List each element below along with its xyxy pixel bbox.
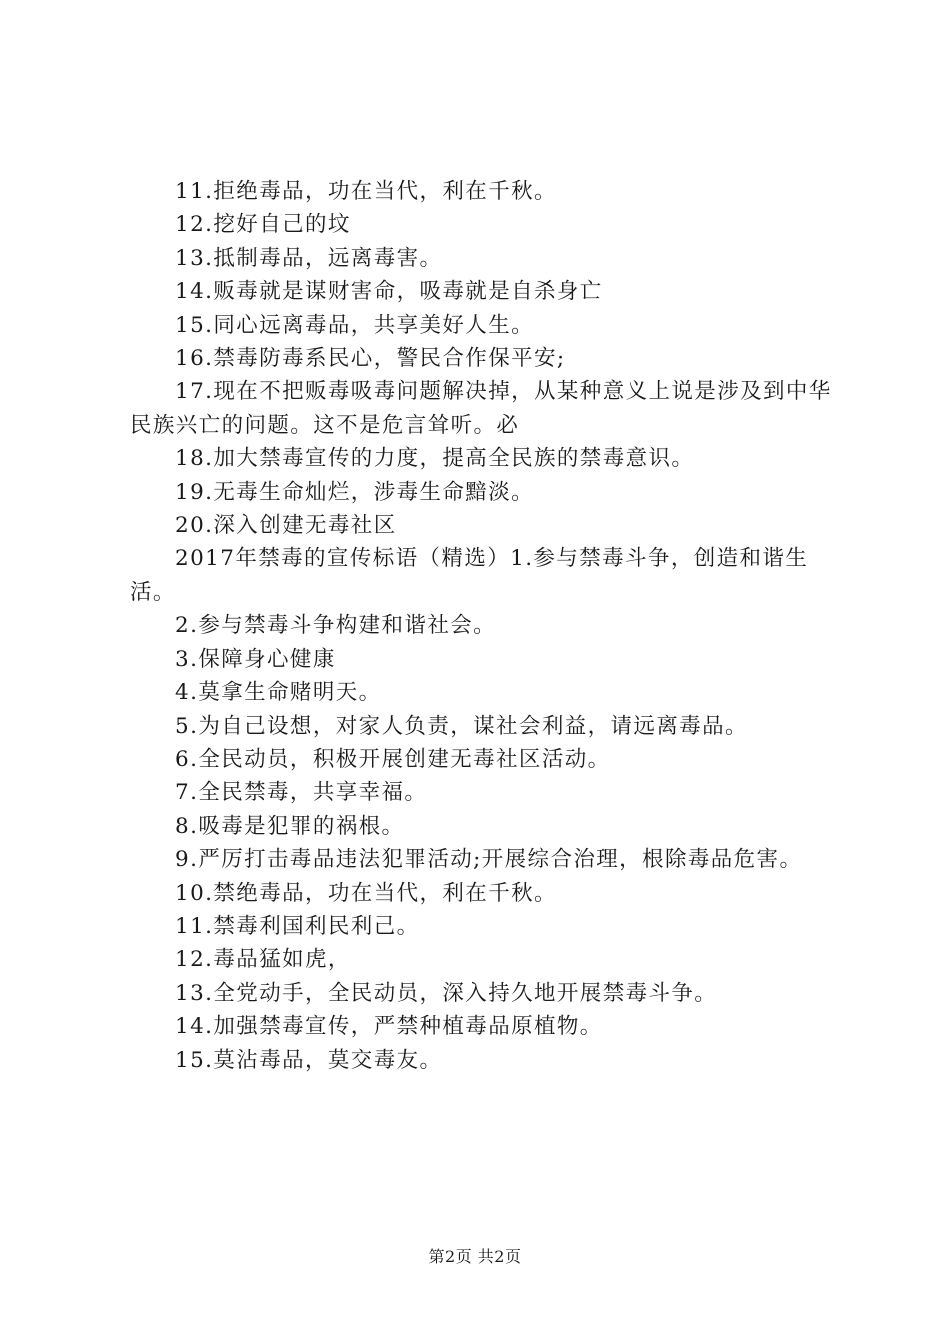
paragraph: 14.加强禁毒宣传，严禁种植毒品原植物。 [175, 1014, 603, 1040]
paragraph: 8.吸毒是犯罪的祸根。 [175, 813, 405, 839]
paragraph: 13.全党动手，全民动员，深入持久地开展禁毒斗争。 [175, 980, 718, 1006]
paragraph: 9.严厉打击毒品违法犯罪活动;开展综合治理，根除毒品危害。 [175, 847, 803, 873]
paragraph: 11.禁毒利国利民利己。 [175, 913, 420, 939]
paragraph: 20.深入创建无毒社区 [175, 513, 397, 539]
paragraph: 17.现在不把贩毒吸毒问题解决掉，从某种意义上说是涉及到中华民族兴亡的问题。这不是危言耸听。必 [130, 379, 832, 438]
paragraph: 18.加大禁毒宣传的力度，提高全民族的禁毒意识。 [175, 446, 695, 472]
page-footer: 第2页 共2页 [428, 1247, 522, 1266]
paragraph: 5.为自己设想，对家人负责，谋社会利益，请远离毒品。 [175, 713, 748, 739]
paragraph: 16.禁毒防毒系民心，警民合作保平安; [175, 346, 566, 372]
paragraph: 15.同心远离毒品，共享美好人生。 [175, 312, 534, 338]
paragraph: 15.莫沾毒品，莫交毒友。 [175, 1047, 443, 1073]
paragraph: 7.全民禁毒，共享幸福。 [175, 780, 428, 806]
paragraph: 2.参与禁毒斗争构建和谐社会。 [175, 613, 497, 639]
paragraph: 4.莫拿生命赌明天。 [175, 680, 382, 706]
paragraph: 2017年禁毒的宣传标语（精选）1.参与禁毒斗争，创造和谐生活。 [130, 546, 809, 605]
paragraph: 12.挖好自己的坟 [175, 212, 351, 238]
document-body [130, 175, 835, 1077]
paragraph: 3.保障身心健康 [175, 646, 336, 672]
paragraph: 11.拒绝毒品，功在当代，利在千秋。 [175, 179, 557, 204]
paragraph: 10.禁绝毒品，功在当代，利在千秋。 [175, 880, 557, 906]
paragraph: 6.全民动员，积极开展创建无毒社区活动。 [175, 746, 611, 772]
paragraph: 19.无毒生命灿烂，涉毒生命黯淡。 [175, 479, 534, 505]
paragraph: 12.毒品猛如虎， [175, 947, 351, 973]
paragraph: 13.抵制毒品，远离毒害。 [175, 245, 443, 271]
paragraph: 14.贩毒就是谋财害命，吸毒就是自杀身亡 [175, 279, 603, 305]
